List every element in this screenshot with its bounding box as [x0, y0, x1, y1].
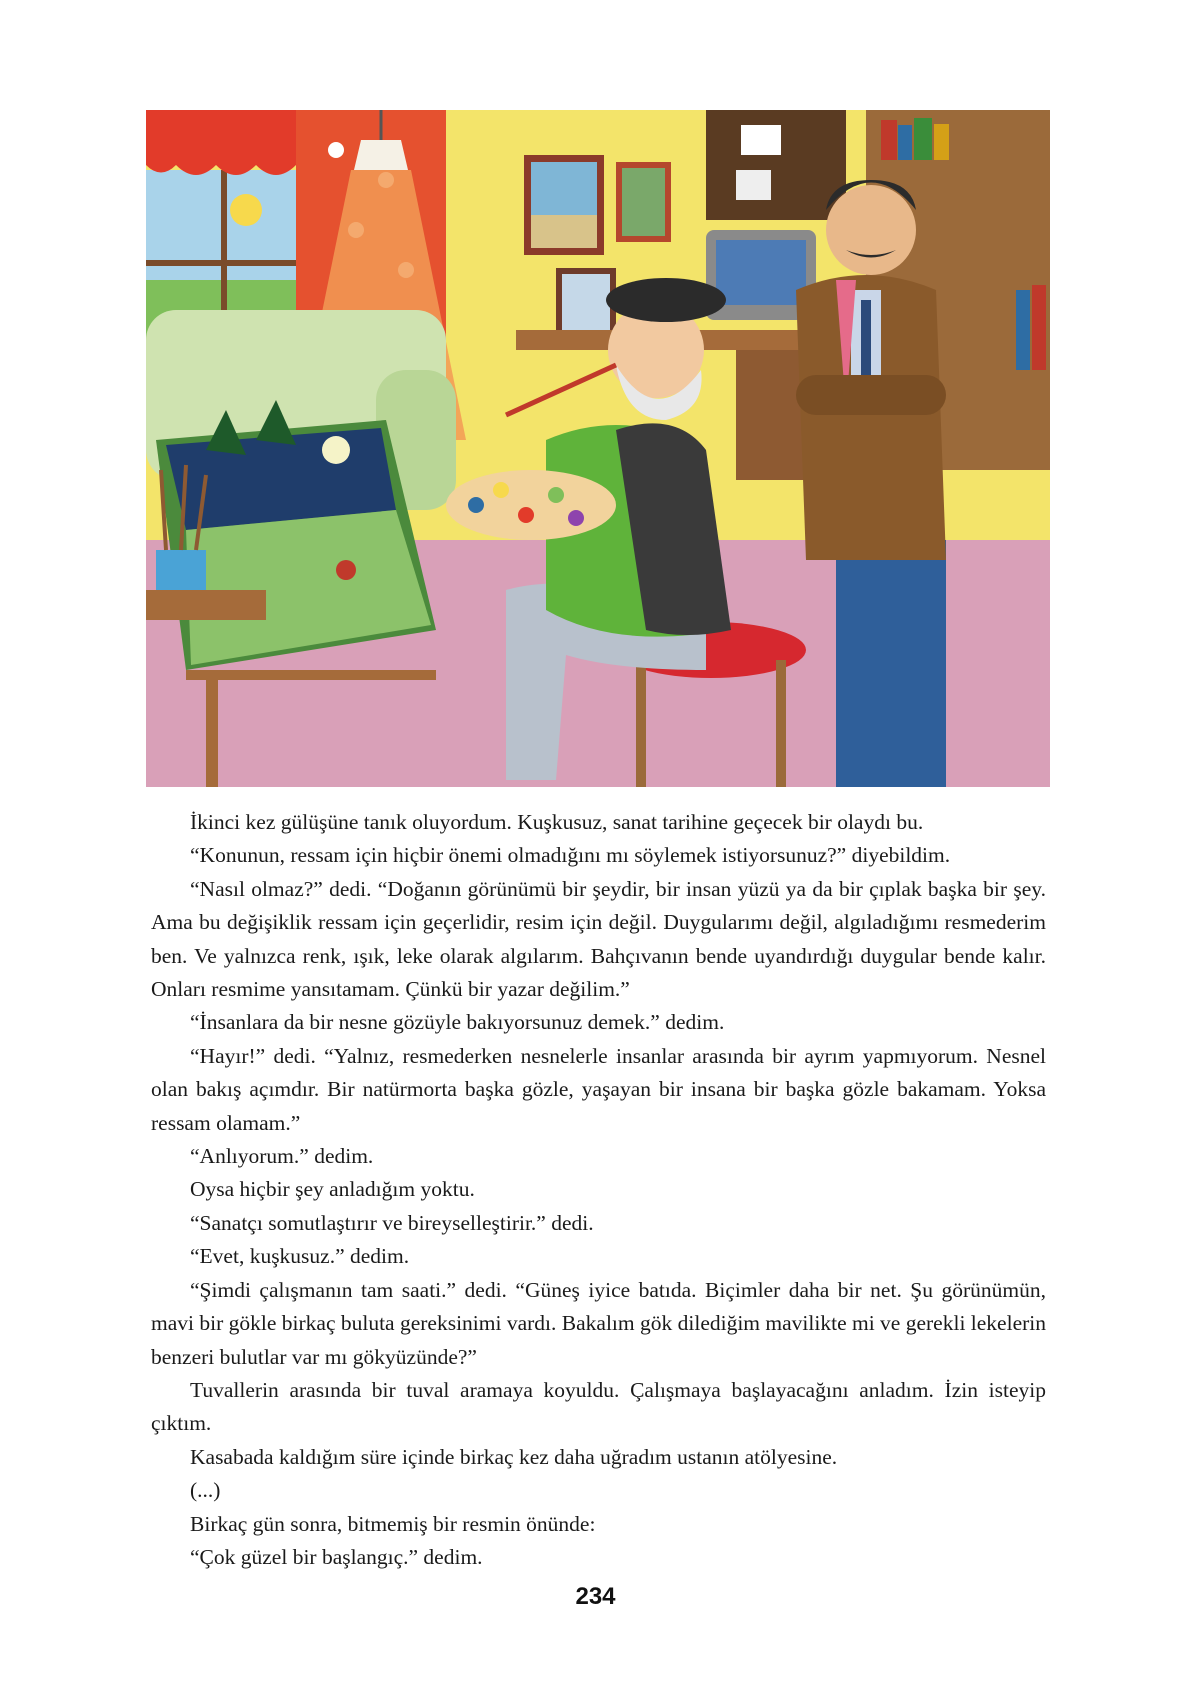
paragraph: “Anlıyorum.” dedim. — [190, 1144, 374, 1169]
paragraph: Oysa hiçbir şey anladığım yoktu. — [190, 1177, 475, 1202]
paragraph: Birkaç gün sonra, bitmemiş bir resmin önünde: — [190, 1511, 596, 1536]
paragraph: “Nasıl olmaz?” dedi. “Doğanın görünümü bir şeydir, bir insan yüzü ya da bir çıplak başka bir şey. Ama bu değişiklik ressam için geçerlidir, resim için değil. Duygularımı değil, algıladığımı resmederim ben. Ve yalnızca renk, ışık, leke olarak algılarım. Bahçıvanın bende uyandırdığı duygular bende kalır. Onları resmime yansıtamam. Çünkü bir yazar değilim.” — [151, 876, 1046, 1002]
paragraph: (...) — [190, 1478, 221, 1503]
paragraph: “Şimdi çalışmanın tam saati.” dedi. “Güneş iyice batıda. Biçimler daha bir net. Şu görünümün, mavi bir gökle birkaç buluta gereksinimi vardı. Bakalım gök dilediğim mavilikte mi ve gerekli lekelerin benzeri bulutlar var mı gökyüzünde?” — [151, 1277, 1047, 1369]
paragraph: “Evet, kuşkusuz.” dedim. — [190, 1244, 410, 1269]
paragraph: İkinci kez gülüşüne tanık oluyordum. Kuşkusuz, sanat tarihine geçecek bir olaydı bu. — [190, 810, 924, 834]
paragraph: Tuvallerin arasında bir tuval aramaya koyuldu. Çalışmaya başlayacağını anladım. İzin isteyip çıktım. — [151, 1377, 1046, 1436]
paragraph: “Çok güzel bir başlangıç.” dedim. — [190, 1544, 483, 1569]
painter-studio-illustration — [146, 110, 1050, 787]
paragraph: Kasabada kaldığım süre içinde birkaç kez daha uğradım ustanın atölyesine. — [190, 1444, 838, 1469]
story-text — [151, 806, 1046, 1574]
paragraph: “Hayır!” dedi. “Yalnız, resmederken nesnelerle insanlar arasında bir ayrım yapmıyorum. Nesnel olan bakış açımdır. Bir natürmorta başka gözle, yaşayan bir insana bir başka gözle bakamam. Yoksa ressam olamam.” — [151, 1043, 1046, 1135]
illustration-drawing — [146, 110, 1050, 787]
paragraph: “İnsanlara da bir nesne gözüyle bakıyorsunuz demek.” dedim. — [190, 1010, 725, 1035]
paragraph: “Sanatçı somutlaştırır ve bireyselleştirir.” dedi. — [190, 1210, 594, 1235]
page-number: 234 — [575, 1583, 616, 1610]
paragraph: “Konunun, ressam için hiçbir önemi olmadığını mı söylemek istiyorsunuz?” diyebildim. — [190, 843, 951, 868]
